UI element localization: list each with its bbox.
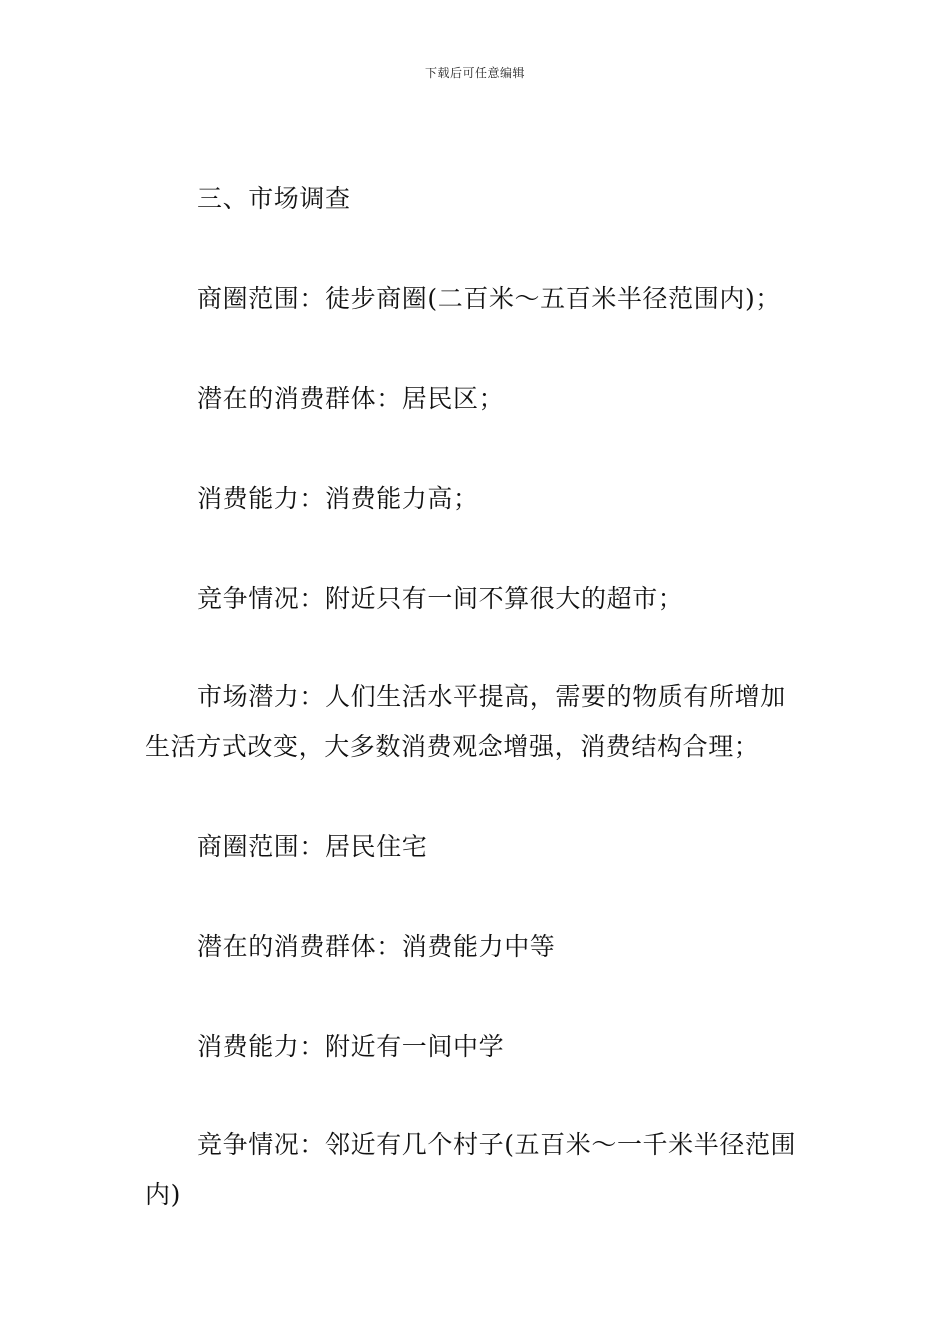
paragraph-spending-power-2: 消费能力：附近有一间中学 <box>197 1032 505 1061</box>
paragraph-trade-area-2: 商圈范围：居民住宅 <box>197 832 428 861</box>
paragraph-competition-2: 竞争情况：邻近有几个村子(五百米～一千米半径范围内) <box>145 1130 797 1209</box>
paragraph-consumer-group: 潜在的消费群体：居民区； <box>197 384 505 413</box>
paragraph-trade-area: 商圈范围：徒步商圈(二百米～五百米半径范围内)； <box>197 284 781 313</box>
paragraph-competition: 竞争情况：附近只有一间不算很大的超市； <box>197 584 684 613</box>
page-header: 下载后可任意编辑 <box>424 66 525 80</box>
paragraph-consumer-group-2: 潜在的消费群体：消费能力中等 <box>197 932 556 961</box>
paragraph-market-potential: 市场潜力：人们生活水平提高，需要的物质有所增加生活方式改变，大多数消费观念增强，消费结构合理； <box>145 682 786 761</box>
section-heading: 三、市场调查 <box>197 184 351 213</box>
paragraph-spending-power: 消费能力：消费能力高； <box>197 484 479 513</box>
